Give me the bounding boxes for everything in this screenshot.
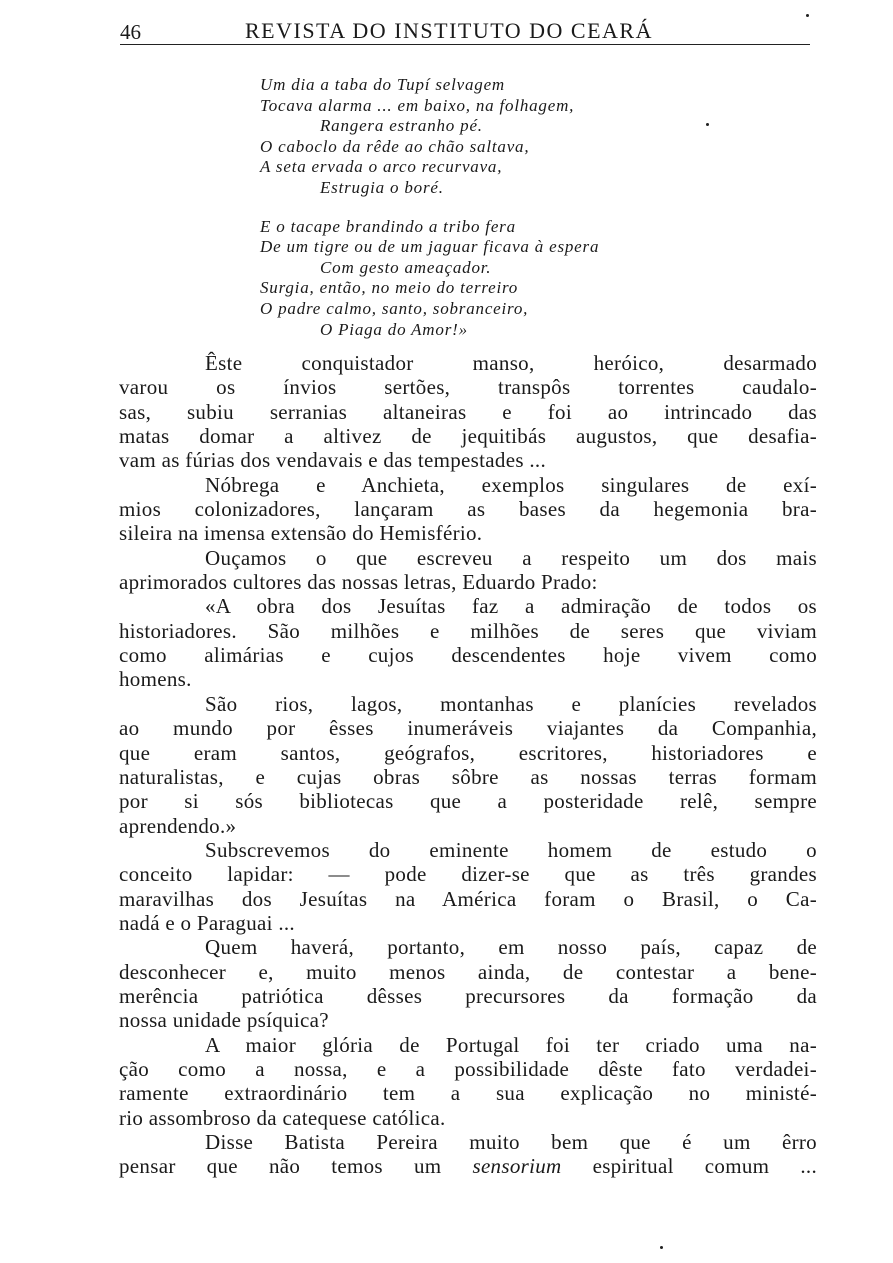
poem-line: Surgia, então, no meio do terreiro [260,278,519,298]
text-line: aprendendo.» [119,813,237,838]
text-line: vam as fúrias dos vendavais e das tempestades ... [119,448,546,473]
poem-line: O caboclo da rêde ao chão saltava, [260,136,530,156]
journal-title: REVISTA DO INSTITUTO DO CEARÁ [245,18,653,43]
text-line: matas domar a altivez de jequitibás augustos, que desafia- [119,424,817,449]
text-line: rio assombroso da catequese católica. [119,1105,446,1130]
text-line: desconhecer e, muito menos ainda, de contestar a bene- [119,959,817,984]
text-line: Subscrevemos do eminente homem de estudo o [205,837,817,862]
text-line: «A obra dos Jesuítas faz a admiração de todos os [205,594,817,619]
epigraph-poem [260,75,780,340]
poem-line: Com gesto ameaçador. [320,257,492,277]
text-line: nossa unidade psíquica? [119,1008,329,1033]
running-header [120,14,810,45]
text-line: varou os ínvios sertões, transpôs torrentes caudalo- [119,375,817,400]
text-line: Êste conquistador manso, heróico, desarmado [205,351,817,375]
text-line: conceito lapidar: — pode dizer-se que as três grandes [119,862,817,887]
text-line: ao mundo por êsses inumeráveis viajantes da Companhia, [119,716,817,741]
text-line: merência patriótica dêsses precursores da formação da [119,983,817,1008]
print-speck [660,1246,663,1249]
poem-line: Rangera estranho pé. [320,116,483,136]
text-line: Ouçamos o que escreveu a respeito um dos mais [205,545,817,570]
page-number: 46 [120,20,141,44]
text-line: Quem haverá, portanto, em nosso país, capaz de [205,935,817,960]
poem-line: E o tacape brandindo a tribo fera [260,216,516,236]
poem-line: O Piaga do Amor!» [320,319,468,339]
print-speck [806,14,809,17]
text-line: como alimárias e cujos descendentes hoje vivem como [119,643,817,668]
body-text [119,351,817,1179]
text-line: ção como a nossa, e a possibilidade dêste fato verdadei- [119,1056,817,1081]
text-line: A maior glória de Portugal foi ter criado uma na- [205,1032,817,1057]
text-line: sas, subiu serranias altaneiras e foi ao intrincado das [119,399,817,424]
text-line: São rios, lagos, montanhas e planícies revelados [205,691,817,716]
text-line: homens. [119,667,192,692]
poem-line: Estrugia o boré. [320,177,444,197]
text-line: historiadores. São milhões e milhões de seres que viviam [119,618,817,643]
text-line: sileira na imensa extensão do Hemisfério. [119,521,483,546]
text-line: por si sós bibliotecas que a posteridade relê, sempre [119,789,817,814]
text-line: mios colonizadores, lançaram as bases da hegemonia bra- [119,497,817,522]
poem-line: De um tigre ou de um jaguar ficava à espera [260,237,600,257]
poem-line: O padre calmo, santo, sobranceiro, [260,298,529,318]
poem-line: Tocava alarma ... em baixo, na folhagem, [260,95,575,115]
text-line-last: pensar que não temos um sensorium espiritual comum ... [119,1154,817,1179]
text-line: maravilhas dos Jesuítas na América foram o Brasil, o Ca- [119,886,817,911]
text-line: que eram santos, geógrafos, escritores, historiadores e [119,740,817,765]
poem-line: A seta ervada o arco recurvava, [260,157,503,177]
text-line: ramente extraordinário tem a sua explicação no ministé- [119,1081,817,1106]
text-line: naturalistas, e cujas obras sôbre as nossas terras formam [119,764,817,789]
text-line: Nóbrega e Anchieta, exemplos singulares de exí- [205,472,817,497]
text-line: Disse Batista Pereira muito bem que é um êrro [205,1130,817,1154]
text-line: nadá e o Paraguai ... [119,910,295,935]
poem-line: Um dia a taba do Tupí selvagem [260,75,505,94]
text-line: aprimorados cultores das nossas letras, Eduardo Prado: [119,570,598,595]
